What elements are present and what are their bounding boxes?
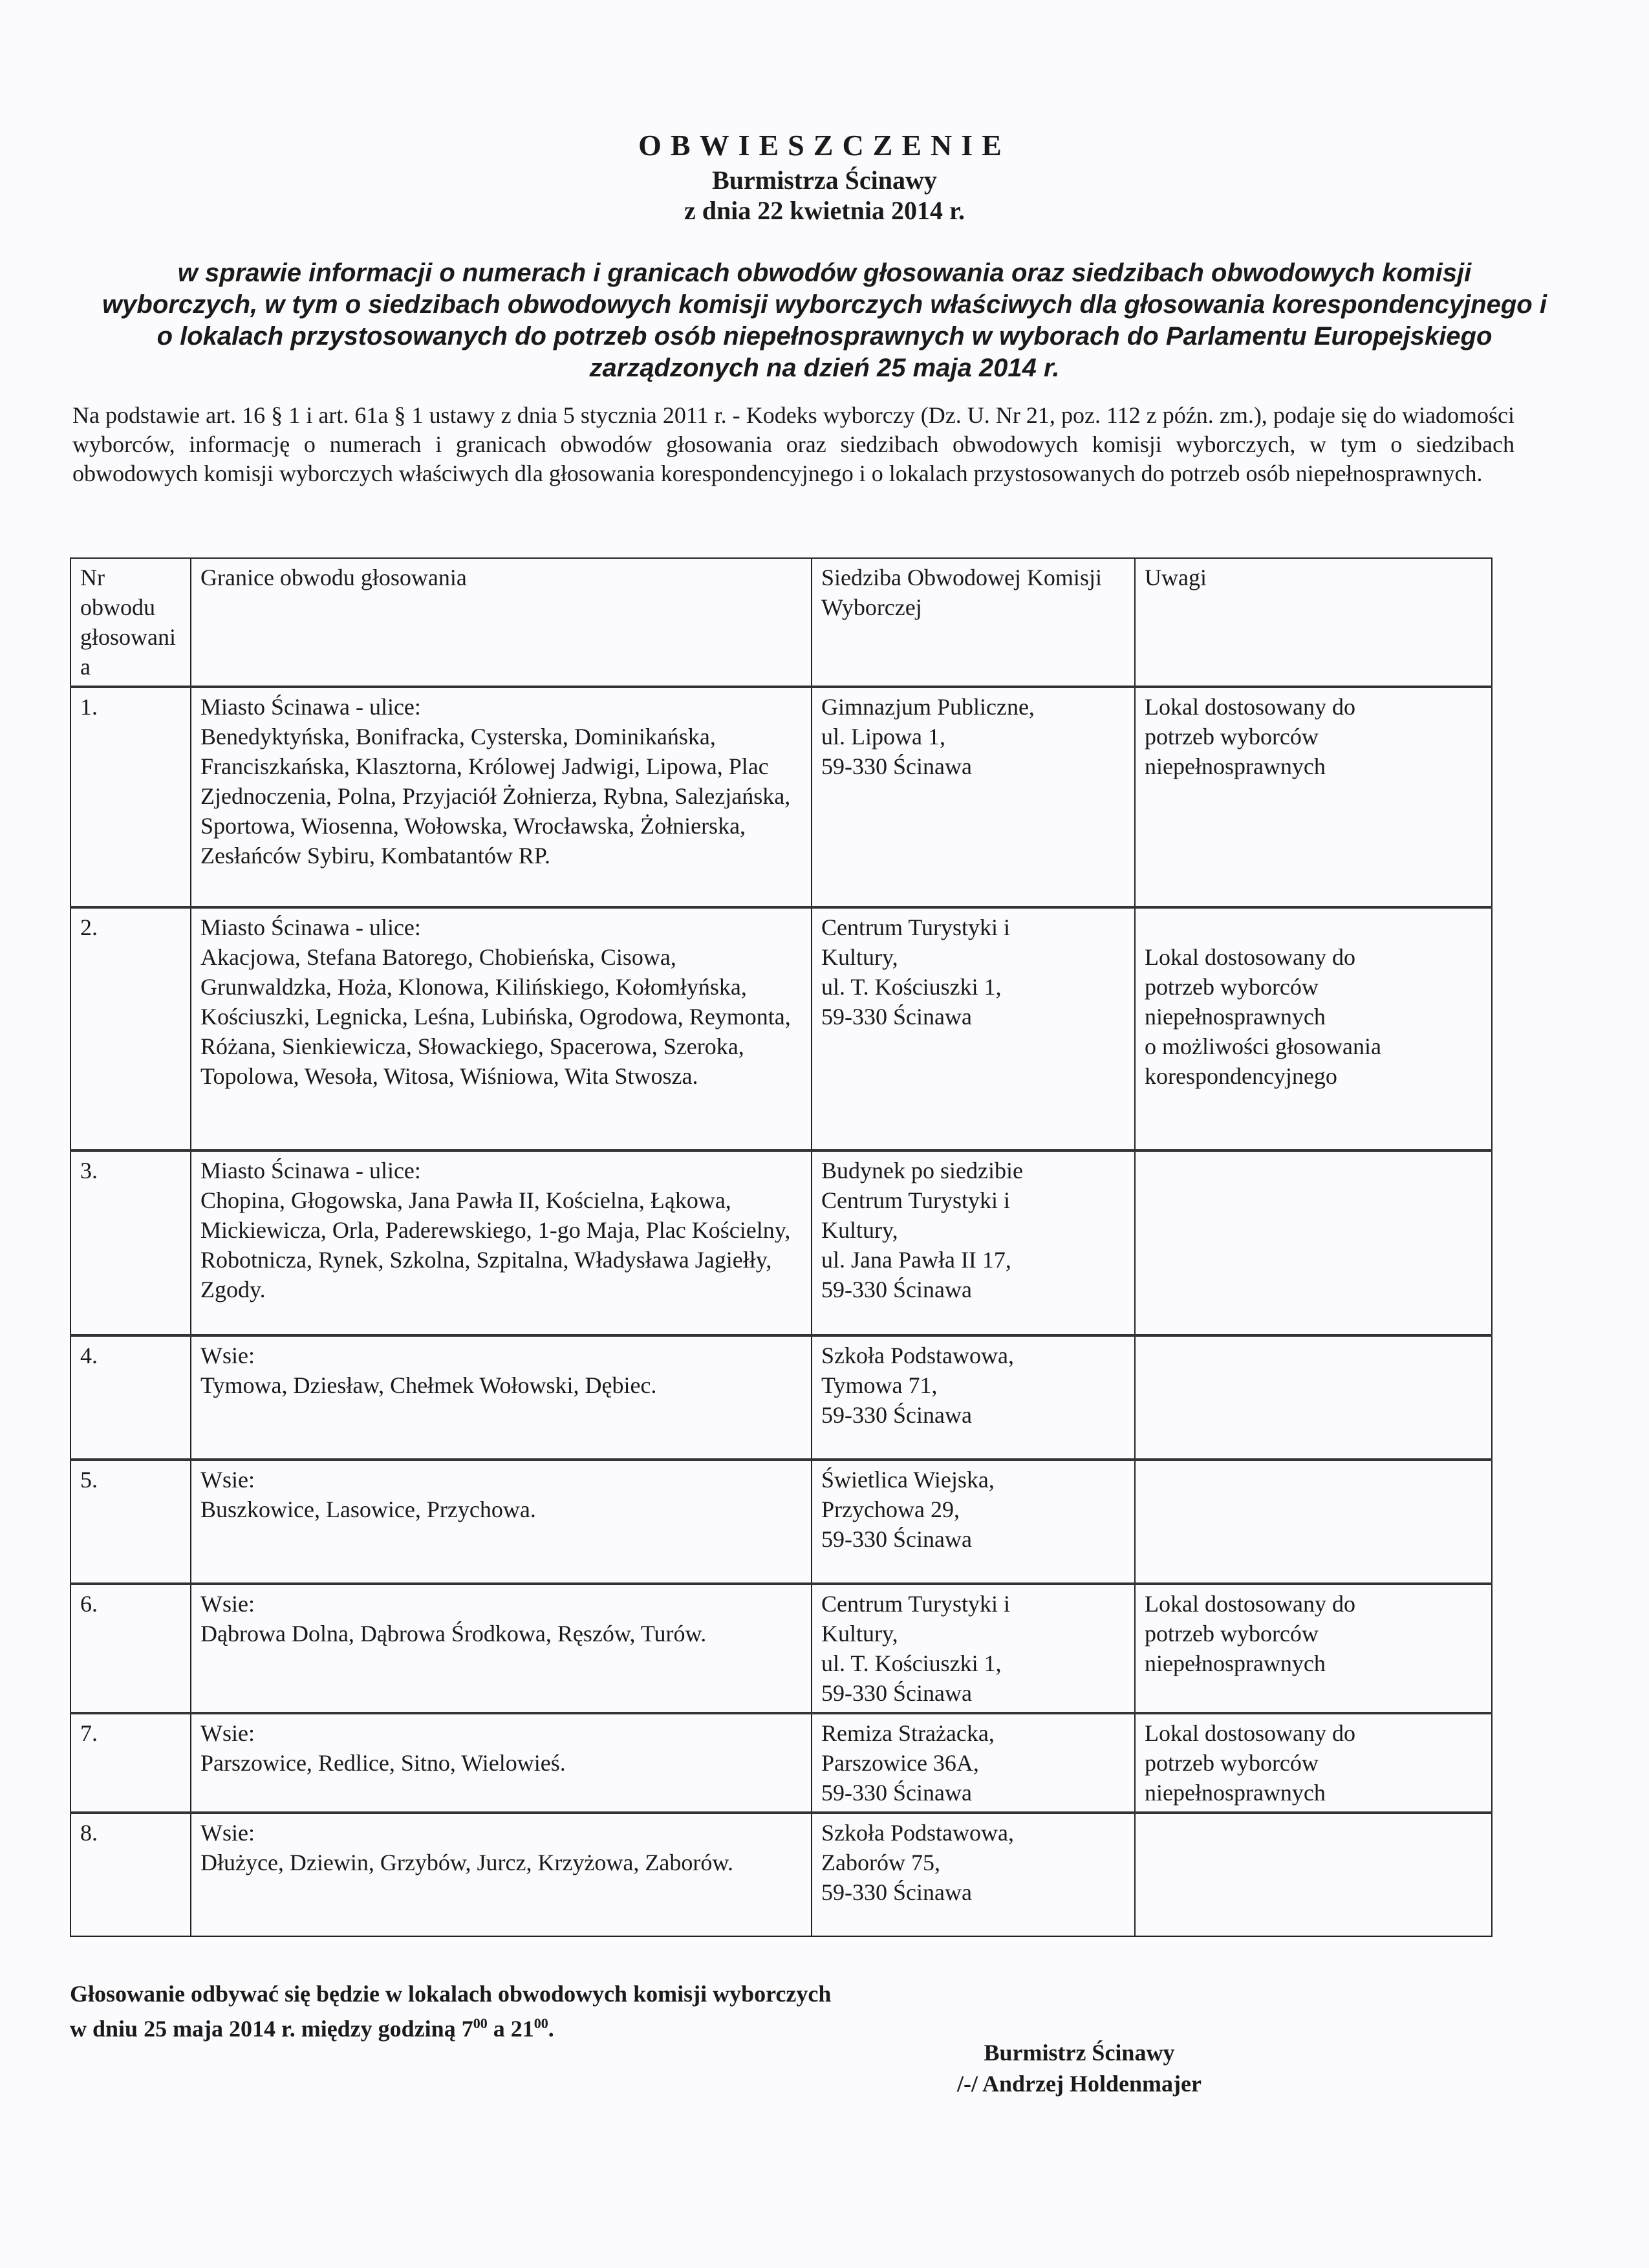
boundaries-list: Dłużyce, Dziewin, Grzybów, Jurcz, Krzyżowa, Zaborów. xyxy=(200,1850,734,1875)
commission-seat xyxy=(812,1813,1135,1936)
header-district-number: Nr obwodu głosowani a xyxy=(70,558,191,687)
district-number: 1. xyxy=(70,687,191,907)
seat-address-line: 59-330 Ścinawa xyxy=(821,1680,972,1706)
seat-address-line: Przychowa 29, xyxy=(821,1496,960,1522)
seat-address-line: Centrum Turystyki i xyxy=(821,1187,1011,1213)
commission-seat xyxy=(812,907,1135,1150)
seat-address-line: 59-330 Ścinawa xyxy=(821,753,972,779)
remarks xyxy=(1135,1813,1492,1936)
remarks xyxy=(1135,1584,1492,1713)
seat-address-line: ul. T. Kościuszki 1, xyxy=(821,974,1002,1000)
boundaries-list: Dąbrowa Dolna, Dąbrowa Środkowa, Ręszów, Turów. xyxy=(200,1621,707,1647)
header-remarks: Uwagi xyxy=(1135,558,1492,687)
district-boundaries xyxy=(191,1813,812,1936)
district-number: 3. xyxy=(70,1150,191,1335)
document-issuer: Burmistrza Ścinawy xyxy=(712,166,937,195)
district-number: 8. xyxy=(70,1813,191,1936)
boundaries-heading: Miasto Ścinawa - ulice: xyxy=(200,914,421,940)
table-row xyxy=(70,687,1492,907)
seat-address-line: Świetlica Wiejska, xyxy=(821,1467,995,1493)
seat-address-line: Kultury, xyxy=(821,1217,898,1243)
signatory-name: /-/ Andrzej Holdenmajer xyxy=(957,2071,1202,2097)
seat-address-line: Gimnazjum Publiczne, xyxy=(821,694,1035,720)
seat-address-line: 59-330 Ścinawa xyxy=(821,1004,972,1030)
table-row xyxy=(70,1713,1492,1813)
district-boundaries xyxy=(191,1713,812,1813)
header-commission-seat: Siedziba Obwodowej Komisji Wyborczej xyxy=(812,558,1135,687)
voting-note-line2: w dniu 25 maja 2014 r. między godziną $7^{00}$ a $21^{00}$. xyxy=(70,2015,554,2042)
seat-address-line: Tymowa 71, xyxy=(821,1372,938,1398)
seat-address-line: Szkoła Podstawowa, xyxy=(821,1343,1014,1368)
remark-line: Lokal dostosowany do xyxy=(1145,694,1355,720)
seat-address-line: Kultury, xyxy=(821,1621,898,1647)
seat-address-line: Centrum Turystyki i xyxy=(821,1591,1011,1617)
district-boundaries xyxy=(191,907,812,1150)
boundaries-list: Chopina, Głogowska, Jana Pawła II, Kościelna, Łąkowa, Mickiewicza, Orla, Paderewskiego, 1-go Maja, Plac Kościelny, Robotnicza, Rynek, Szkolna, Szpitalna, Władysława Jagiełły, Zgody. xyxy=(200,1187,791,1302)
commission-seat xyxy=(812,1335,1135,1460)
seat-address-line: Kultury, xyxy=(821,944,898,970)
signatory-title: Burmistrz Ścinawy xyxy=(984,2040,1175,2066)
district-boundaries xyxy=(191,1335,812,1460)
remark-line: Lokal dostosowany do xyxy=(1145,944,1355,970)
remarks xyxy=(1135,1460,1492,1584)
table-row xyxy=(70,907,1492,1150)
document-title: OBWIESZCZENIE xyxy=(638,129,1011,162)
remark-line: niepełnosprawnych xyxy=(1145,753,1326,779)
district-boundaries xyxy=(191,1150,812,1335)
table-row xyxy=(70,1584,1492,1713)
remark-line: Lokal dostosowany do xyxy=(1145,1720,1355,1746)
district-number: 7. xyxy=(70,1713,191,1813)
hour-end: 21 xyxy=(510,2016,534,2042)
seat-address-line: 59-330 Ścinawa xyxy=(821,1526,972,1552)
commission-seat xyxy=(812,1460,1135,1584)
seat-address-line: Budynek po siedzibie xyxy=(821,1158,1023,1183)
district-number: 4. xyxy=(70,1335,191,1460)
remarks xyxy=(1135,907,1492,1150)
district-boundaries xyxy=(191,1460,812,1584)
boundaries-list: Akacjowa, Stefana Batorego, Chobieńska, Cisowa, Grunwaldzka, Hoża, Klonowa, Kilińskiego, Kołomłyńska, Kościuszki, Legnicka, Leśna, Lubińska, Ogrodowa, Reymonta, Różana, Sienkiewicza, Słowackiego, Spacerowa, Szeroka, Topolowa, Wesoła, Witosa, Wiśniowa, Wita Stwosza. xyxy=(200,944,791,1089)
header-boundaries: Granice obwodu głosowania xyxy=(191,558,812,687)
boundaries-list: Parszowice, Redlice, Sitno, Wielowieś. xyxy=(200,1750,566,1776)
document-subject: w sprawie informacji o numerach i granicach obwodów głosowania oraz siedzibach obwodowych komisji wyborczych, w tym o siedzibach obwodowych komisji wyborczych właściwych dla głosowania korespondencyjnego i o lokalach przystosowanych do potrzeb osób niepełnosprawnych w wyborach do Parlamentu Europejskiego zarządzonych na dzień 25 maja 2014 r. xyxy=(102,259,1547,382)
commission-seat xyxy=(812,1713,1135,1813)
district-number: 6. xyxy=(70,1584,191,1713)
boundaries-heading: Wsie: xyxy=(200,1591,255,1617)
remark-line: Lokal dostosowany do xyxy=(1145,1591,1355,1617)
remark-line: potrzeb wyborców xyxy=(1145,974,1319,1000)
remarks xyxy=(1135,1150,1492,1335)
remarks xyxy=(1135,1713,1492,1813)
remarks xyxy=(1135,1335,1492,1460)
seat-address-line: Centrum Turystyki i xyxy=(821,914,1011,940)
seat-address-line: Szkoła Podstawowa, xyxy=(821,1820,1014,1846)
remark-line: niepełnosprawnych xyxy=(1145,1780,1326,1806)
boundaries-heading: Wsie: xyxy=(200,1820,255,1846)
commission-seat xyxy=(812,687,1135,907)
boundaries-list: Buszkowice, Lasowice, Przychowa. xyxy=(200,1496,536,1522)
seat-address-line: Parszowice 36A, xyxy=(821,1750,979,1776)
district-boundaries xyxy=(191,1584,812,1713)
boundaries-heading: Miasto Ścinawa - ulice: xyxy=(200,694,421,720)
commission-seat xyxy=(812,1584,1135,1713)
remark-line: potrzeb wyborców xyxy=(1145,1621,1319,1647)
district-boundaries xyxy=(191,687,812,907)
boundaries-heading: Miasto Ścinawa - ulice: xyxy=(200,1158,421,1183)
boundaries-list: Tymowa, Dziesław, Chełmek Wołowski, Dębiec. xyxy=(200,1372,657,1398)
remark-line: potrzeb wyborców xyxy=(1145,724,1319,750)
boundaries-heading: Wsie: xyxy=(200,1343,255,1368)
seat-address-line: Zaborów 75, xyxy=(821,1850,940,1875)
remark-line: niepełnosprawnych xyxy=(1145,1650,1326,1676)
remark-line: korespondencyjnego xyxy=(1145,1063,1337,1089)
voting-districts-table xyxy=(70,557,1493,1937)
seat-address-line: 59-330 Ścinawa xyxy=(821,1879,972,1905)
remark-line: niepełnosprawnych xyxy=(1145,1004,1326,1030)
document-date: z dnia 22 kwietnia 2014 r. xyxy=(684,196,965,225)
seat-address-line: ul. T. Kościuszki 1, xyxy=(821,1650,1002,1676)
boundaries-heading: Wsie: xyxy=(200,1467,255,1493)
table-row xyxy=(70,1150,1492,1335)
district-number: 5. xyxy=(70,1460,191,1584)
table-header-row xyxy=(70,558,1492,687)
table-row xyxy=(70,1460,1492,1584)
remarks xyxy=(1135,687,1492,907)
remark-line: o możliwości głosowania xyxy=(1145,1033,1381,1059)
seat-address-line: 59-330 Ścinawa xyxy=(821,1402,972,1428)
seat-address-line: Remiza Strażacka, xyxy=(821,1720,995,1746)
legal-basis-paragraph: Na podstawie art. 16 § 1 i art. 61a § 1 ustawy z dnia 5 stycznia 2011 r. - Kodeks wyborczy (Dz. U. Nr 21, poz. 112 z późn. zm.), podaje się do wiadomości wyborców, informację o numerach i granicach obwodów głosowania oraz siedzibach obwodowych komisji wyborczych, w tym o siedzibach obwodowych komisji wyborczych właściwych dla głosowania korespondencyjnego i o lokalach przystosowanych do potrzeb osób niepełnosprawnych. xyxy=(72,402,1514,486)
table-row xyxy=(70,1813,1492,1936)
remark-line xyxy=(1145,913,1482,942)
seat-address-line: ul. Jana Pawła II 17, xyxy=(821,1247,1011,1273)
signature-block xyxy=(957,2037,1202,2099)
seat-address-line: ul. Lipowa 1, xyxy=(821,724,945,750)
seat-address-line: 59-330 Ścinawa xyxy=(821,1780,972,1806)
table-row xyxy=(70,1335,1492,1460)
commission-seat xyxy=(812,1150,1135,1335)
hour-start: 7 xyxy=(461,2016,473,2042)
district-number: 2. xyxy=(70,907,191,1150)
voting-hours-note xyxy=(70,1979,831,2044)
voting-note-line1: Głosowanie odbywać się będzie w lokalach obwodowych komisji wyborczych xyxy=(70,1981,832,2007)
remark-line: potrzeb wyborców xyxy=(1145,1750,1319,1776)
boundaries-heading: Wsie: xyxy=(200,1720,255,1746)
boundaries-list: Benedyktyńska, Bonifracka, Cysterska, Dominikańska, Franciszkańska, Klasztorna, Królowej Jadwigi, Lipowa, Plac Zjednoczenia, Polna, Przyjaciół Żołnierza, Rybna, Salezjańska, Sportowa, Wiosenna, Wołowska, Wrocławska, Żołnierska, Zesłańców Sybiru, Kombatantów RP. xyxy=(200,724,791,869)
seat-address-line: 59-330 Ścinawa xyxy=(821,1277,972,1302)
